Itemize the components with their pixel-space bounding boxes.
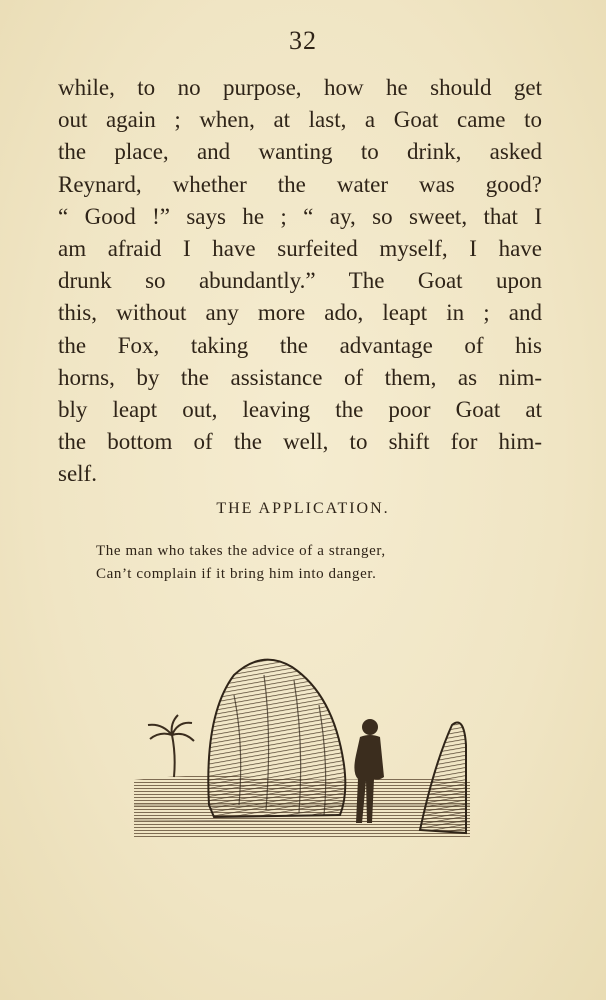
text-line: while, to no purpose, how he should get xyxy=(58,75,542,100)
moral-line: The man who takes the advice of a stranger, xyxy=(96,543,386,559)
rocky-cliff xyxy=(208,660,345,817)
rock-spire xyxy=(420,723,466,834)
application-heading: THE APPLICATION. xyxy=(216,500,390,517)
palm-tree xyxy=(148,715,194,777)
text-line: “ Good !” says he ; “ ay, so sweet, that I xyxy=(58,203,542,229)
text-line: drunk so abundantly.” The Goat upon xyxy=(58,268,542,294)
moral-line: Can’t complain if it bring him into danger. xyxy=(96,566,377,582)
text-line: the bottom of the well, to shift for him- xyxy=(58,429,542,455)
woodcut-illustration xyxy=(134,655,470,837)
moral-verse xyxy=(96,540,516,586)
text-line: horns, by the assistance of them, as nim- xyxy=(58,364,542,390)
page-number: 32 xyxy=(289,26,317,55)
text-line: out again ; when, at last, a Goat came to xyxy=(58,107,542,133)
text-line: this, without any more ado, leapt in ; and xyxy=(58,300,542,326)
text-line: bly leapt out, leaving the poor Goat at xyxy=(58,396,542,422)
text-line: am afraid I have surfeited myself, I have xyxy=(58,235,542,261)
text-line: the Fox, taking the advantage of his xyxy=(58,332,542,358)
fable-text xyxy=(58,72,542,490)
text-line: Reynard, whether the water was good? xyxy=(58,171,542,197)
text-line: the place, and wanting to drink, asked xyxy=(58,139,542,165)
text-line: self. xyxy=(58,461,97,487)
